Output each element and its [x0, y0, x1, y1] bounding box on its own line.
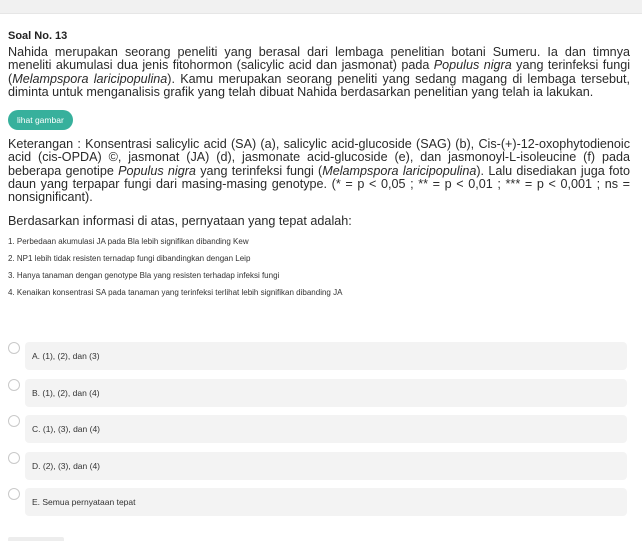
statement-item: 3. Hanya tanaman dengan genotype Bla yang resisten terhadap infeksi fungi	[8, 271, 280, 281]
radio-button[interactable]	[8, 415, 20, 427]
option-box[interactable]	[25, 452, 627, 480]
intro-fungus: Melampspora laricipopulina	[12, 71, 168, 86]
statement-item: 4. Kenaikan konsentrasi SA pada tanaman yang terinfeksi terlihat lebih signifikan dibanding JA	[8, 288, 343, 298]
statement-list	[8, 237, 630, 306]
answer-option-a[interactable]	[8, 342, 628, 370]
option-label: A. (1), (2), dan (3)	[32, 351, 100, 361]
radio-button[interactable]	[8, 452, 20, 464]
caption-fungus: Melampspora laricipopulina	[322, 163, 477, 178]
intro-text: ). Kamu merupakan seorang peneliti yang sedang magang di lembaga tersebut, diminta untuk menganalisis grafik yang telah dibuat Nahida berdasarkan penelitian yang telah ia lakukan.	[8, 71, 630, 99]
question-prompt: Berdasarkan informasi di atas, pernyataan yang tepat adalah:	[8, 213, 352, 228]
top-bar	[0, 0, 642, 14]
question-number: Soal No. 13	[8, 30, 68, 42]
answer-option-b[interactable]	[8, 379, 628, 407]
option-label: D. (2), (3), dan (4)	[32, 460, 101, 471]
radio-button[interactable]	[8, 379, 20, 391]
radio-button[interactable]	[8, 488, 20, 500]
caption-text: ). Lalu disediakan juga foto daun yang terpapar fungi dari masing-masing genotype. (* = p < 0,05 ; ** = p < 0,01 ; *** = p < 0,001 ; ns = nonsignificant).	[8, 163, 631, 205]
answer-option-d[interactable]	[8, 452, 628, 480]
answer-option-e[interactable]	[8, 488, 628, 516]
radio-button[interactable]	[8, 342, 20, 354]
option-label: B. (1), (2), dan (4)	[32, 387, 100, 398]
answer-option-c[interactable]	[8, 415, 628, 443]
next-element-edge	[8, 537, 64, 541]
option-box[interactable]	[25, 415, 627, 443]
question-content	[8, 30, 630, 305]
option-label: C. (1), (3), dan (4)	[32, 424, 101, 434]
view-image-button[interactable]: lihat gambar	[8, 110, 73, 130]
figure-caption	[8, 138, 630, 204]
option-label: E. Semua pernyataan tepat	[32, 497, 136, 507]
caption-species: Populus nigra	[118, 163, 196, 178]
caption-text: yang terinfeksi fungi (	[195, 163, 323, 178]
caption-text: Keterangan : Konsentrasi salicylic acid (SA) (a), salicylic acid-glucoside (SAG) (b), Cis-(+)-12-oxophytodienoic acid (cis-OPDA) ©, jasmonat (JA) (d), jasmonate acid-glucoside (e), dan jasmonoyl-L-isoleucine (f) pada beberapa genotipe	[8, 137, 630, 178]
answer-options	[8, 342, 628, 525]
option-box[interactable]	[25, 488, 627, 516]
statement-item: 1. Perbedaan akumulasi JA pada Bla lebih signifikan dibanding Kew	[8, 236, 249, 246]
question-intro	[8, 46, 630, 99]
intro-species: Populus nigra	[433, 58, 512, 73]
intro-text: yang terinfeksi fungi (	[8, 58, 631, 86]
statement-item: 2. NP1 lebih tidak resisten ternadap fungi dibandingkan dengan Leip	[8, 253, 251, 263]
option-box[interactable]	[25, 342, 627, 370]
intro-text: Nahida merupakan seorang peneliti yang berasal dari lembaga penelitian botani Sumeru. Ia dan timnya meneliti akumulasi dua jenis fitohormon (salicylic acid dan jasmonat) pada	[8, 45, 630, 73]
option-box[interactable]	[25, 379, 627, 407]
